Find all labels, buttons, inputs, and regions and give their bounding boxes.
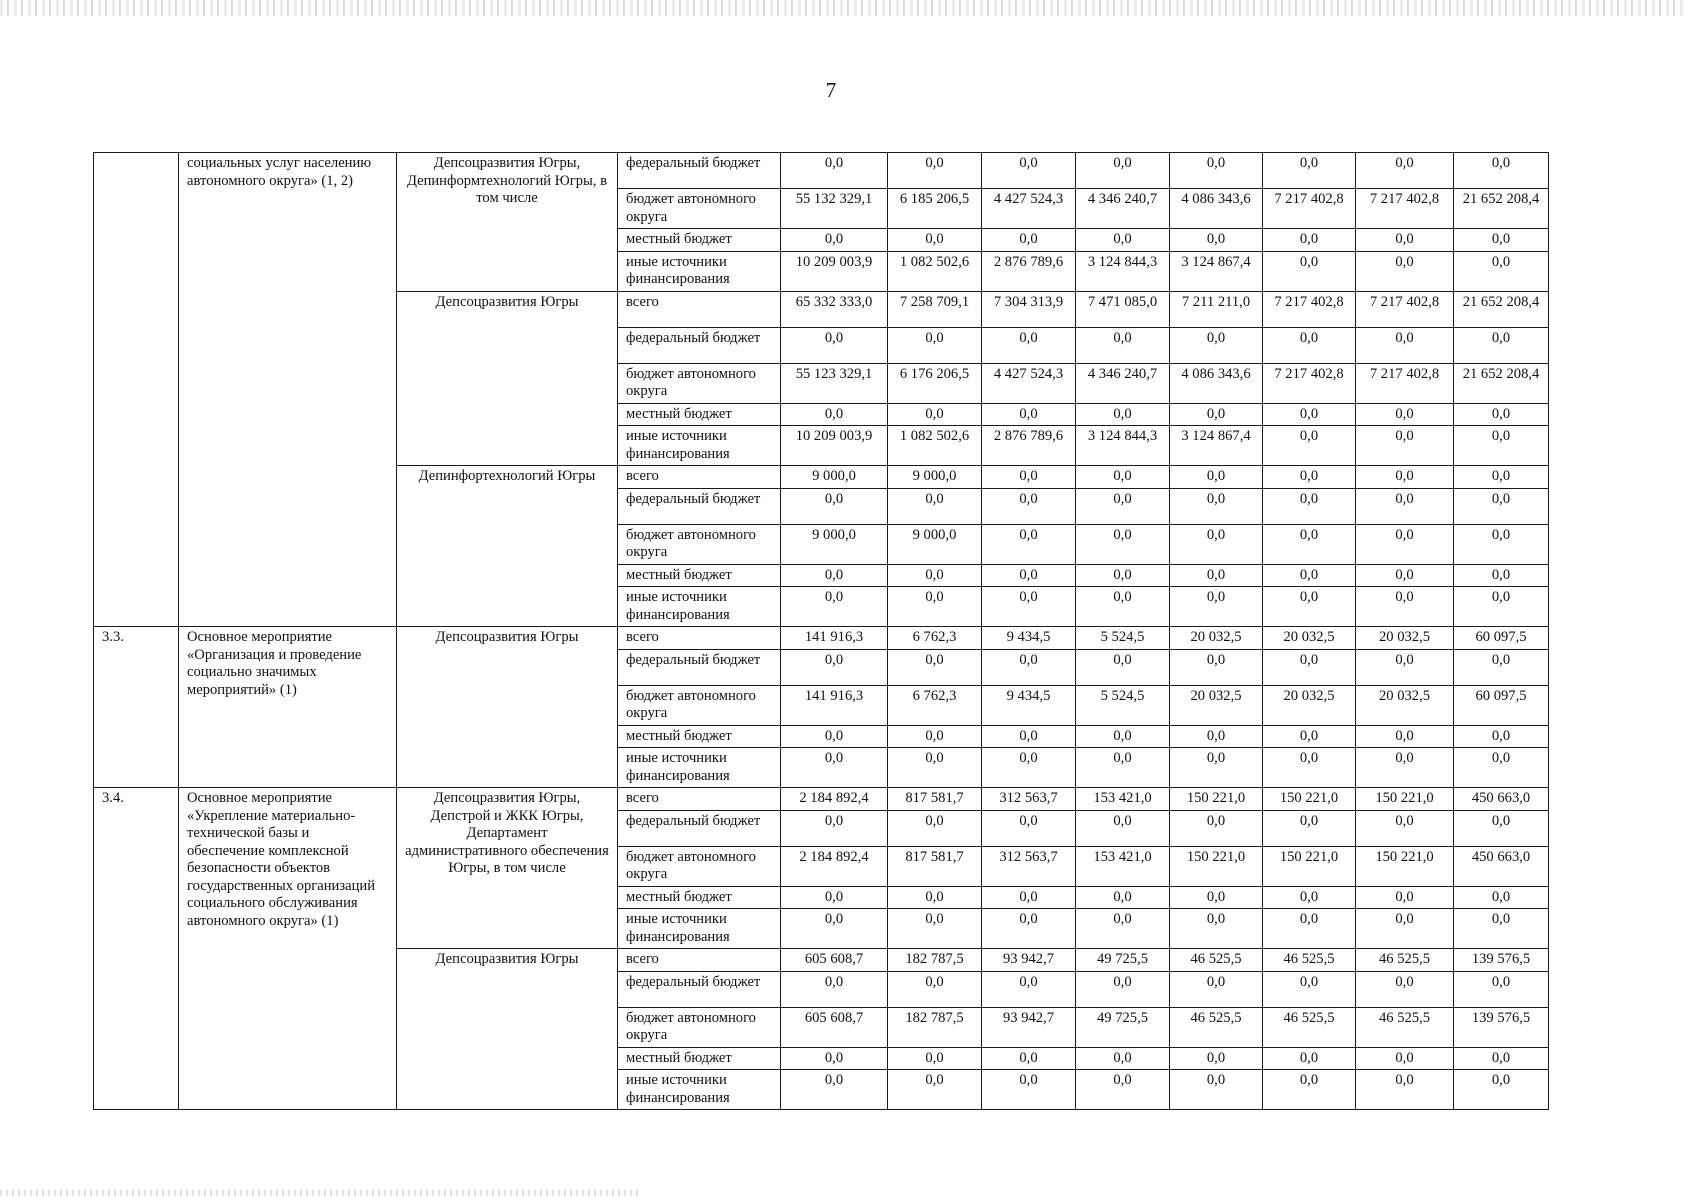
amount-cell: 0,0 bbox=[1263, 1070, 1356, 1110]
amount-cell: 4 427 524,3 bbox=[982, 189, 1076, 229]
amount-cell: 46 525,5 bbox=[1263, 1007, 1356, 1047]
amount-cell: 46 525,5 bbox=[1263, 949, 1356, 972]
item-number: 3.4. bbox=[94, 788, 179, 1110]
amount-cell: 139 576,5 bbox=[1454, 1007, 1549, 1047]
amount-cell: 55 123 329,1 bbox=[781, 363, 888, 403]
amount-cell: 7 471 085,0 bbox=[1076, 291, 1170, 327]
amount-cell: 0,0 bbox=[1076, 403, 1170, 426]
amount-cell: 0,0 bbox=[1263, 426, 1356, 466]
amount-cell: 312 563,7 bbox=[982, 788, 1076, 811]
table-row bbox=[94, 788, 1549, 811]
amount-cell: 93 942,7 bbox=[982, 949, 1076, 972]
amount-cell: 0,0 bbox=[1263, 886, 1356, 909]
amount-cell: 0,0 bbox=[1076, 524, 1170, 564]
amount-cell: 0,0 bbox=[781, 488, 888, 524]
amount-cell: 0,0 bbox=[1263, 649, 1356, 685]
amount-cell: 0,0 bbox=[888, 725, 982, 748]
funding-source: федеральный бюджет bbox=[618, 649, 781, 685]
amount-cell: 0,0 bbox=[1356, 153, 1454, 189]
amount-cell: 605 608,7 bbox=[781, 949, 888, 972]
amount-cell: 0,0 bbox=[888, 153, 982, 189]
amount-cell: 312 563,7 bbox=[982, 846, 1076, 886]
funding-source: иные источники финансирования bbox=[618, 587, 781, 627]
amount-cell: 605 608,7 bbox=[781, 1007, 888, 1047]
amount-cell: 9 000,0 bbox=[888, 524, 982, 564]
funding-source: иные источники финансирования bbox=[618, 909, 781, 949]
amount-cell: 60 097,5 bbox=[1454, 627, 1549, 650]
amount-cell: 0,0 bbox=[1076, 725, 1170, 748]
amount-cell: 0,0 bbox=[1454, 426, 1549, 466]
amount-cell: 65 332 333,0 bbox=[781, 291, 888, 327]
funding-source: бюджет автономного округа bbox=[618, 363, 781, 403]
amount-cell: 0,0 bbox=[1170, 909, 1263, 949]
table-row bbox=[94, 627, 1549, 650]
funding-source: бюджет автономного округа bbox=[618, 846, 781, 886]
amount-cell: 0,0 bbox=[1076, 153, 1170, 189]
amount-cell: 46 525,5 bbox=[1356, 949, 1454, 972]
amount-cell: 21 652 208,4 bbox=[1454, 189, 1549, 229]
amount-cell: 0,0 bbox=[1263, 153, 1356, 189]
amount-cell: 0,0 bbox=[982, 327, 1076, 363]
amount-cell: 0,0 bbox=[1454, 1070, 1549, 1110]
amount-cell: 0,0 bbox=[1356, 909, 1454, 949]
amount-cell: 9 000,0 bbox=[888, 466, 982, 489]
amount-cell: 0,0 bbox=[982, 524, 1076, 564]
amount-cell: 1 082 502,6 bbox=[888, 251, 982, 291]
amount-cell: 7 217 402,8 bbox=[1263, 291, 1356, 327]
amount-cell: 0,0 bbox=[982, 587, 1076, 627]
amount-cell: 0,0 bbox=[1454, 909, 1549, 949]
amount-cell: 0,0 bbox=[1356, 327, 1454, 363]
amount-cell: 2 876 789,6 bbox=[982, 251, 1076, 291]
amount-cell: 0,0 bbox=[1356, 587, 1454, 627]
amount-cell: 0,0 bbox=[781, 748, 888, 788]
amount-cell: 7 304 313,9 bbox=[982, 291, 1076, 327]
amount-cell: 7 258 709,1 bbox=[888, 291, 982, 327]
amount-cell: 20 032,5 bbox=[1263, 627, 1356, 650]
amount-cell: 1 082 502,6 bbox=[888, 426, 982, 466]
amount-cell: 0,0 bbox=[781, 403, 888, 426]
amount-cell: 0,0 bbox=[1076, 748, 1170, 788]
funding-source: всего bbox=[618, 788, 781, 811]
amount-cell: 0,0 bbox=[1170, 466, 1263, 489]
amount-cell: 5 524,5 bbox=[1076, 627, 1170, 650]
amount-cell: 0,0 bbox=[1076, 909, 1170, 949]
amount-cell: 0,0 bbox=[1170, 327, 1263, 363]
amount-cell: 153 421,0 bbox=[1076, 846, 1170, 886]
amount-cell: 0,0 bbox=[1263, 725, 1356, 748]
funding-source: местный бюджет bbox=[618, 886, 781, 909]
funding-source: местный бюджет bbox=[618, 564, 781, 587]
amount-cell: 0,0 bbox=[1356, 403, 1454, 426]
amount-cell: 0,0 bbox=[1076, 1047, 1170, 1070]
amount-cell: 817 581,7 bbox=[888, 788, 982, 811]
amount-cell: 0,0 bbox=[982, 748, 1076, 788]
amount-cell: 0,0 bbox=[1356, 725, 1454, 748]
activity-name: социальных услуг населению автономного округа» (1, 2) bbox=[179, 153, 397, 627]
amount-cell: 6 762,3 bbox=[888, 627, 982, 650]
activity-name: Основное мероприятие «Организация и проведение социально значимых мероприятий» (1) bbox=[179, 627, 397, 788]
amount-cell: 3 124 867,4 bbox=[1170, 426, 1263, 466]
amount-cell: 3 124 844,3 bbox=[1076, 251, 1170, 291]
amount-cell: 0,0 bbox=[888, 971, 982, 1007]
amount-cell: 49 725,5 bbox=[1076, 1007, 1170, 1047]
amount-cell: 0,0 bbox=[1263, 748, 1356, 788]
funding-source: бюджет автономного округа bbox=[618, 1007, 781, 1047]
amount-cell: 10 209 003,9 bbox=[781, 426, 888, 466]
amount-cell: 150 221,0 bbox=[1170, 788, 1263, 811]
amount-cell: 20 032,5 bbox=[1263, 685, 1356, 725]
amount-cell: 0,0 bbox=[781, 1070, 888, 1110]
amount-cell: 0,0 bbox=[1356, 649, 1454, 685]
amount-cell: 0,0 bbox=[1076, 466, 1170, 489]
amount-cell: 0,0 bbox=[781, 587, 888, 627]
activity-name: Основное мероприятие «Укрепление материально-технической базы и обеспечение комплексной безопасности объектов государственных организаций социального обслуживания автономного округа» (1) bbox=[179, 788, 397, 1110]
amount-cell: 49 725,5 bbox=[1076, 949, 1170, 972]
amount-cell: 9 434,5 bbox=[982, 685, 1076, 725]
amount-cell: 6 762,3 bbox=[888, 685, 982, 725]
amount-cell: 0,0 bbox=[888, 649, 982, 685]
amount-cell: 7 217 402,8 bbox=[1263, 189, 1356, 229]
funding-source: иные источники финансирования bbox=[618, 426, 781, 466]
amount-cell: 20 032,5 bbox=[1356, 627, 1454, 650]
funding-source: бюджет автономного округа bbox=[618, 685, 781, 725]
amount-cell: 0,0 bbox=[1076, 229, 1170, 252]
amount-cell: 0,0 bbox=[1076, 587, 1170, 627]
amount-cell: 0,0 bbox=[1356, 524, 1454, 564]
amount-cell: 0,0 bbox=[1454, 251, 1549, 291]
amount-cell: 141 916,3 bbox=[781, 627, 888, 650]
amount-cell: 0,0 bbox=[888, 810, 982, 846]
table-row bbox=[94, 153, 1549, 189]
amount-cell: 0,0 bbox=[982, 909, 1076, 949]
amount-cell: 0,0 bbox=[982, 810, 1076, 846]
amount-cell: 0,0 bbox=[982, 886, 1076, 909]
amount-cell: 0,0 bbox=[1356, 251, 1454, 291]
amount-cell: 0,0 bbox=[1454, 403, 1549, 426]
amount-cell: 6 185 206,5 bbox=[888, 189, 982, 229]
amount-cell: 46 525,5 bbox=[1170, 1007, 1263, 1047]
funding-source: иные источники финансирования bbox=[618, 251, 781, 291]
amount-cell: 0,0 bbox=[1356, 564, 1454, 587]
funding-source: федеральный бюджет bbox=[618, 327, 781, 363]
budget-table bbox=[93, 152, 1549, 1110]
amount-cell: 0,0 bbox=[781, 886, 888, 909]
amount-cell: 0,0 bbox=[1356, 1070, 1454, 1110]
amount-cell: 4 086 343,6 bbox=[1170, 363, 1263, 403]
amount-cell: 0,0 bbox=[1454, 564, 1549, 587]
amount-cell: 0,0 bbox=[888, 564, 982, 587]
amount-cell: 0,0 bbox=[1454, 810, 1549, 846]
funding-source: федеральный бюджет bbox=[618, 971, 781, 1007]
amount-cell: 153 421,0 bbox=[1076, 788, 1170, 811]
amount-cell: 20 032,5 bbox=[1170, 685, 1263, 725]
amount-cell: 0,0 bbox=[982, 403, 1076, 426]
scan-edge-bottom bbox=[0, 1190, 640, 1196]
amount-cell: 9 000,0 bbox=[781, 524, 888, 564]
amount-cell: 0,0 bbox=[1454, 229, 1549, 252]
amount-cell: 0,0 bbox=[1170, 1047, 1263, 1070]
page-number: 7 bbox=[825, 78, 837, 102]
amount-cell: 0,0 bbox=[982, 564, 1076, 587]
amount-cell: 4 346 240,7 bbox=[1076, 363, 1170, 403]
amount-cell: 4 346 240,7 bbox=[1076, 189, 1170, 229]
amount-cell: 0,0 bbox=[1170, 748, 1263, 788]
amount-cell: 450 663,0 bbox=[1454, 846, 1549, 886]
funding-source: местный бюджет bbox=[618, 725, 781, 748]
amount-cell: 0,0 bbox=[982, 229, 1076, 252]
item-number: 3.3. bbox=[94, 627, 179, 788]
amount-cell: 0,0 bbox=[982, 649, 1076, 685]
amount-cell: 0,0 bbox=[982, 1047, 1076, 1070]
amount-cell: 0,0 bbox=[1454, 466, 1549, 489]
amount-cell: 0,0 bbox=[781, 810, 888, 846]
executor-name: Депинфортехнологий Югры bbox=[397, 466, 618, 627]
funding-source: всего bbox=[618, 627, 781, 650]
amount-cell: 21 652 208,4 bbox=[1454, 363, 1549, 403]
amount-cell: 0,0 bbox=[1454, 748, 1549, 788]
amount-cell: 20 032,5 bbox=[1170, 627, 1263, 650]
amount-cell: 0,0 bbox=[1454, 1047, 1549, 1070]
amount-cell: 0,0 bbox=[1454, 725, 1549, 748]
amount-cell: 182 787,5 bbox=[888, 949, 982, 972]
amount-cell: 0,0 bbox=[781, 725, 888, 748]
amount-cell: 0,0 bbox=[1356, 810, 1454, 846]
funding-source: федеральный бюджет bbox=[618, 810, 781, 846]
amount-cell: 0,0 bbox=[1263, 564, 1356, 587]
amount-cell: 0,0 bbox=[888, 1070, 982, 1110]
amount-cell: 0,0 bbox=[1263, 327, 1356, 363]
amount-cell: 4 427 524,3 bbox=[982, 363, 1076, 403]
amount-cell: 0,0 bbox=[781, 229, 888, 252]
item-number bbox=[94, 153, 179, 627]
executor-name: Депсоцразвития Югры bbox=[397, 627, 618, 788]
amount-cell: 150 221,0 bbox=[1263, 846, 1356, 886]
amount-cell: 2 184 892,4 bbox=[781, 788, 888, 811]
amount-cell: 0,0 bbox=[1076, 1070, 1170, 1110]
amount-cell: 0,0 bbox=[1170, 403, 1263, 426]
funding-source: местный бюджет bbox=[618, 403, 781, 426]
amount-cell: 0,0 bbox=[1356, 971, 1454, 1007]
amount-cell: 2 184 892,4 bbox=[781, 846, 888, 886]
amount-cell: 3 124 844,3 bbox=[1076, 426, 1170, 466]
amount-cell: 0,0 bbox=[1076, 971, 1170, 1007]
amount-cell: 0,0 bbox=[1356, 426, 1454, 466]
amount-cell: 0,0 bbox=[888, 587, 982, 627]
scan-edge-top bbox=[0, 0, 1686, 16]
amount-cell: 0,0 bbox=[1170, 1070, 1263, 1110]
amount-cell: 7 211 211,0 bbox=[1170, 291, 1263, 327]
amount-cell: 21 652 208,4 bbox=[1454, 291, 1549, 327]
amount-cell: 0,0 bbox=[888, 488, 982, 524]
amount-cell: 0,0 bbox=[1263, 251, 1356, 291]
amount-cell: 0,0 bbox=[888, 748, 982, 788]
amount-cell: 0,0 bbox=[781, 327, 888, 363]
amount-cell: 182 787,5 bbox=[888, 1007, 982, 1047]
amount-cell: 0,0 bbox=[982, 971, 1076, 1007]
amount-cell: 0,0 bbox=[1454, 153, 1549, 189]
funding-source: всего bbox=[618, 466, 781, 489]
amount-cell: 0,0 bbox=[1076, 810, 1170, 846]
amount-cell: 0,0 bbox=[1263, 909, 1356, 949]
amount-cell: 0,0 bbox=[1170, 649, 1263, 685]
funding-source: бюджет автономного округа bbox=[618, 189, 781, 229]
amount-cell: 0,0 bbox=[1170, 587, 1263, 627]
amount-cell: 0,0 bbox=[982, 153, 1076, 189]
amount-cell: 46 525,5 bbox=[1170, 949, 1263, 972]
amount-cell: 0,0 bbox=[1263, 971, 1356, 1007]
funding-source: всего bbox=[618, 291, 781, 327]
amount-cell: 0,0 bbox=[1454, 649, 1549, 685]
amount-cell: 0,0 bbox=[1263, 524, 1356, 564]
executor-name: Депсоцразвития Югры, Депинформтехнологий Югры, в том числе bbox=[397, 153, 618, 292]
amount-cell: 0,0 bbox=[1263, 1047, 1356, 1070]
amount-cell: 0,0 bbox=[1170, 524, 1263, 564]
amount-cell: 0,0 bbox=[1454, 971, 1549, 1007]
amount-cell: 7 217 402,8 bbox=[1263, 363, 1356, 403]
amount-cell: 0,0 bbox=[1076, 488, 1170, 524]
executor-name: Депсоцразвития Югры bbox=[397, 291, 618, 466]
amount-cell: 0,0 bbox=[1076, 564, 1170, 587]
amount-cell: 0,0 bbox=[781, 153, 888, 189]
funding-source: федеральный бюджет bbox=[618, 153, 781, 189]
amount-cell: 0,0 bbox=[1356, 1047, 1454, 1070]
amount-cell: 0,0 bbox=[888, 327, 982, 363]
amount-cell: 0,0 bbox=[1454, 587, 1549, 627]
amount-cell: 0,0 bbox=[1263, 403, 1356, 426]
amount-cell: 450 663,0 bbox=[1454, 788, 1549, 811]
amount-cell: 0,0 bbox=[982, 1070, 1076, 1110]
amount-cell: 60 097,5 bbox=[1454, 685, 1549, 725]
amount-cell: 0,0 bbox=[1454, 524, 1549, 564]
amount-cell: 0,0 bbox=[1170, 488, 1263, 524]
amount-cell: 46 525,5 bbox=[1356, 1007, 1454, 1047]
amount-cell: 0,0 bbox=[1263, 488, 1356, 524]
amount-cell: 0,0 bbox=[781, 564, 888, 587]
amount-cell: 139 576,5 bbox=[1454, 949, 1549, 972]
amount-cell: 0,0 bbox=[781, 649, 888, 685]
amount-cell: 2 876 789,6 bbox=[982, 426, 1076, 466]
executor-name: Депсоцразвития Югры, Депстрой и ЖКК Югры, Департамент административного обеспечения Югры, в том числе bbox=[397, 788, 618, 949]
amount-cell: 0,0 bbox=[1356, 886, 1454, 909]
amount-cell: 817 581,7 bbox=[888, 846, 982, 886]
amount-cell: 0,0 bbox=[781, 1047, 888, 1070]
amount-cell: 150 221,0 bbox=[1356, 788, 1454, 811]
amount-cell: 9 434,5 bbox=[982, 627, 1076, 650]
amount-cell: 0,0 bbox=[1356, 748, 1454, 788]
funding-source: иные источники финансирования bbox=[618, 748, 781, 788]
amount-cell: 0,0 bbox=[1170, 153, 1263, 189]
amount-cell: 55 132 329,1 bbox=[781, 189, 888, 229]
amount-cell: 150 221,0 bbox=[1356, 846, 1454, 886]
amount-cell: 9 000,0 bbox=[781, 466, 888, 489]
funding-source: федеральный бюджет bbox=[618, 488, 781, 524]
amount-cell: 0,0 bbox=[888, 886, 982, 909]
amount-cell: 0,0 bbox=[888, 229, 982, 252]
amount-cell: 0,0 bbox=[1170, 810, 1263, 846]
amount-cell: 0,0 bbox=[1454, 488, 1549, 524]
funding-source: местный бюджет bbox=[618, 1047, 781, 1070]
funding-source: местный бюджет bbox=[618, 229, 781, 252]
funding-source: иные источники финансирования bbox=[618, 1070, 781, 1110]
amount-cell: 150 221,0 bbox=[1263, 788, 1356, 811]
amount-cell: 0,0 bbox=[888, 1047, 982, 1070]
funding-source: всего bbox=[618, 949, 781, 972]
amount-cell: 0,0 bbox=[1170, 725, 1263, 748]
amount-cell: 3 124 867,4 bbox=[1170, 251, 1263, 291]
amount-cell: 6 176 206,5 bbox=[888, 363, 982, 403]
amount-cell: 0,0 bbox=[1170, 886, 1263, 909]
amount-cell: 20 032,5 bbox=[1356, 685, 1454, 725]
amount-cell: 0,0 bbox=[1454, 886, 1549, 909]
amount-cell: 0,0 bbox=[1263, 810, 1356, 846]
amount-cell: 0,0 bbox=[1076, 649, 1170, 685]
amount-cell: 0,0 bbox=[982, 488, 1076, 524]
amount-cell: 7 217 402,8 bbox=[1356, 291, 1454, 327]
amount-cell: 0,0 bbox=[1356, 229, 1454, 252]
amount-cell: 141 916,3 bbox=[781, 685, 888, 725]
amount-cell: 0,0 bbox=[1356, 466, 1454, 489]
amount-cell: 0,0 bbox=[1356, 488, 1454, 524]
amount-cell: 7 217 402,8 bbox=[1356, 189, 1454, 229]
amount-cell: 10 209 003,9 bbox=[781, 251, 888, 291]
executor-name: Депсоцразвития Югры bbox=[397, 949, 618, 1110]
funding-source: бюджет автономного округа bbox=[618, 524, 781, 564]
amount-cell: 0,0 bbox=[1263, 466, 1356, 489]
amount-cell: 0,0 bbox=[781, 971, 888, 1007]
amount-cell: 0,0 bbox=[1263, 229, 1356, 252]
amount-cell: 0,0 bbox=[781, 909, 888, 949]
amount-cell: 150 221,0 bbox=[1170, 846, 1263, 886]
amount-cell: 0,0 bbox=[1076, 886, 1170, 909]
amount-cell: 0,0 bbox=[982, 725, 1076, 748]
amount-cell: 0,0 bbox=[982, 466, 1076, 489]
amount-cell: 0,0 bbox=[888, 403, 982, 426]
amount-cell: 0,0 bbox=[1076, 327, 1170, 363]
amount-cell: 4 086 343,6 bbox=[1170, 189, 1263, 229]
amount-cell: 0,0 bbox=[1170, 971, 1263, 1007]
amount-cell: 0,0 bbox=[1263, 587, 1356, 627]
amount-cell: 0,0 bbox=[1170, 229, 1263, 252]
amount-cell: 0,0 bbox=[1454, 327, 1549, 363]
amount-cell: 0,0 bbox=[1170, 564, 1263, 587]
amount-cell: 7 217 402,8 bbox=[1356, 363, 1454, 403]
amount-cell: 5 524,5 bbox=[1076, 685, 1170, 725]
amount-cell: 0,0 bbox=[888, 909, 982, 949]
amount-cell: 93 942,7 bbox=[982, 1007, 1076, 1047]
